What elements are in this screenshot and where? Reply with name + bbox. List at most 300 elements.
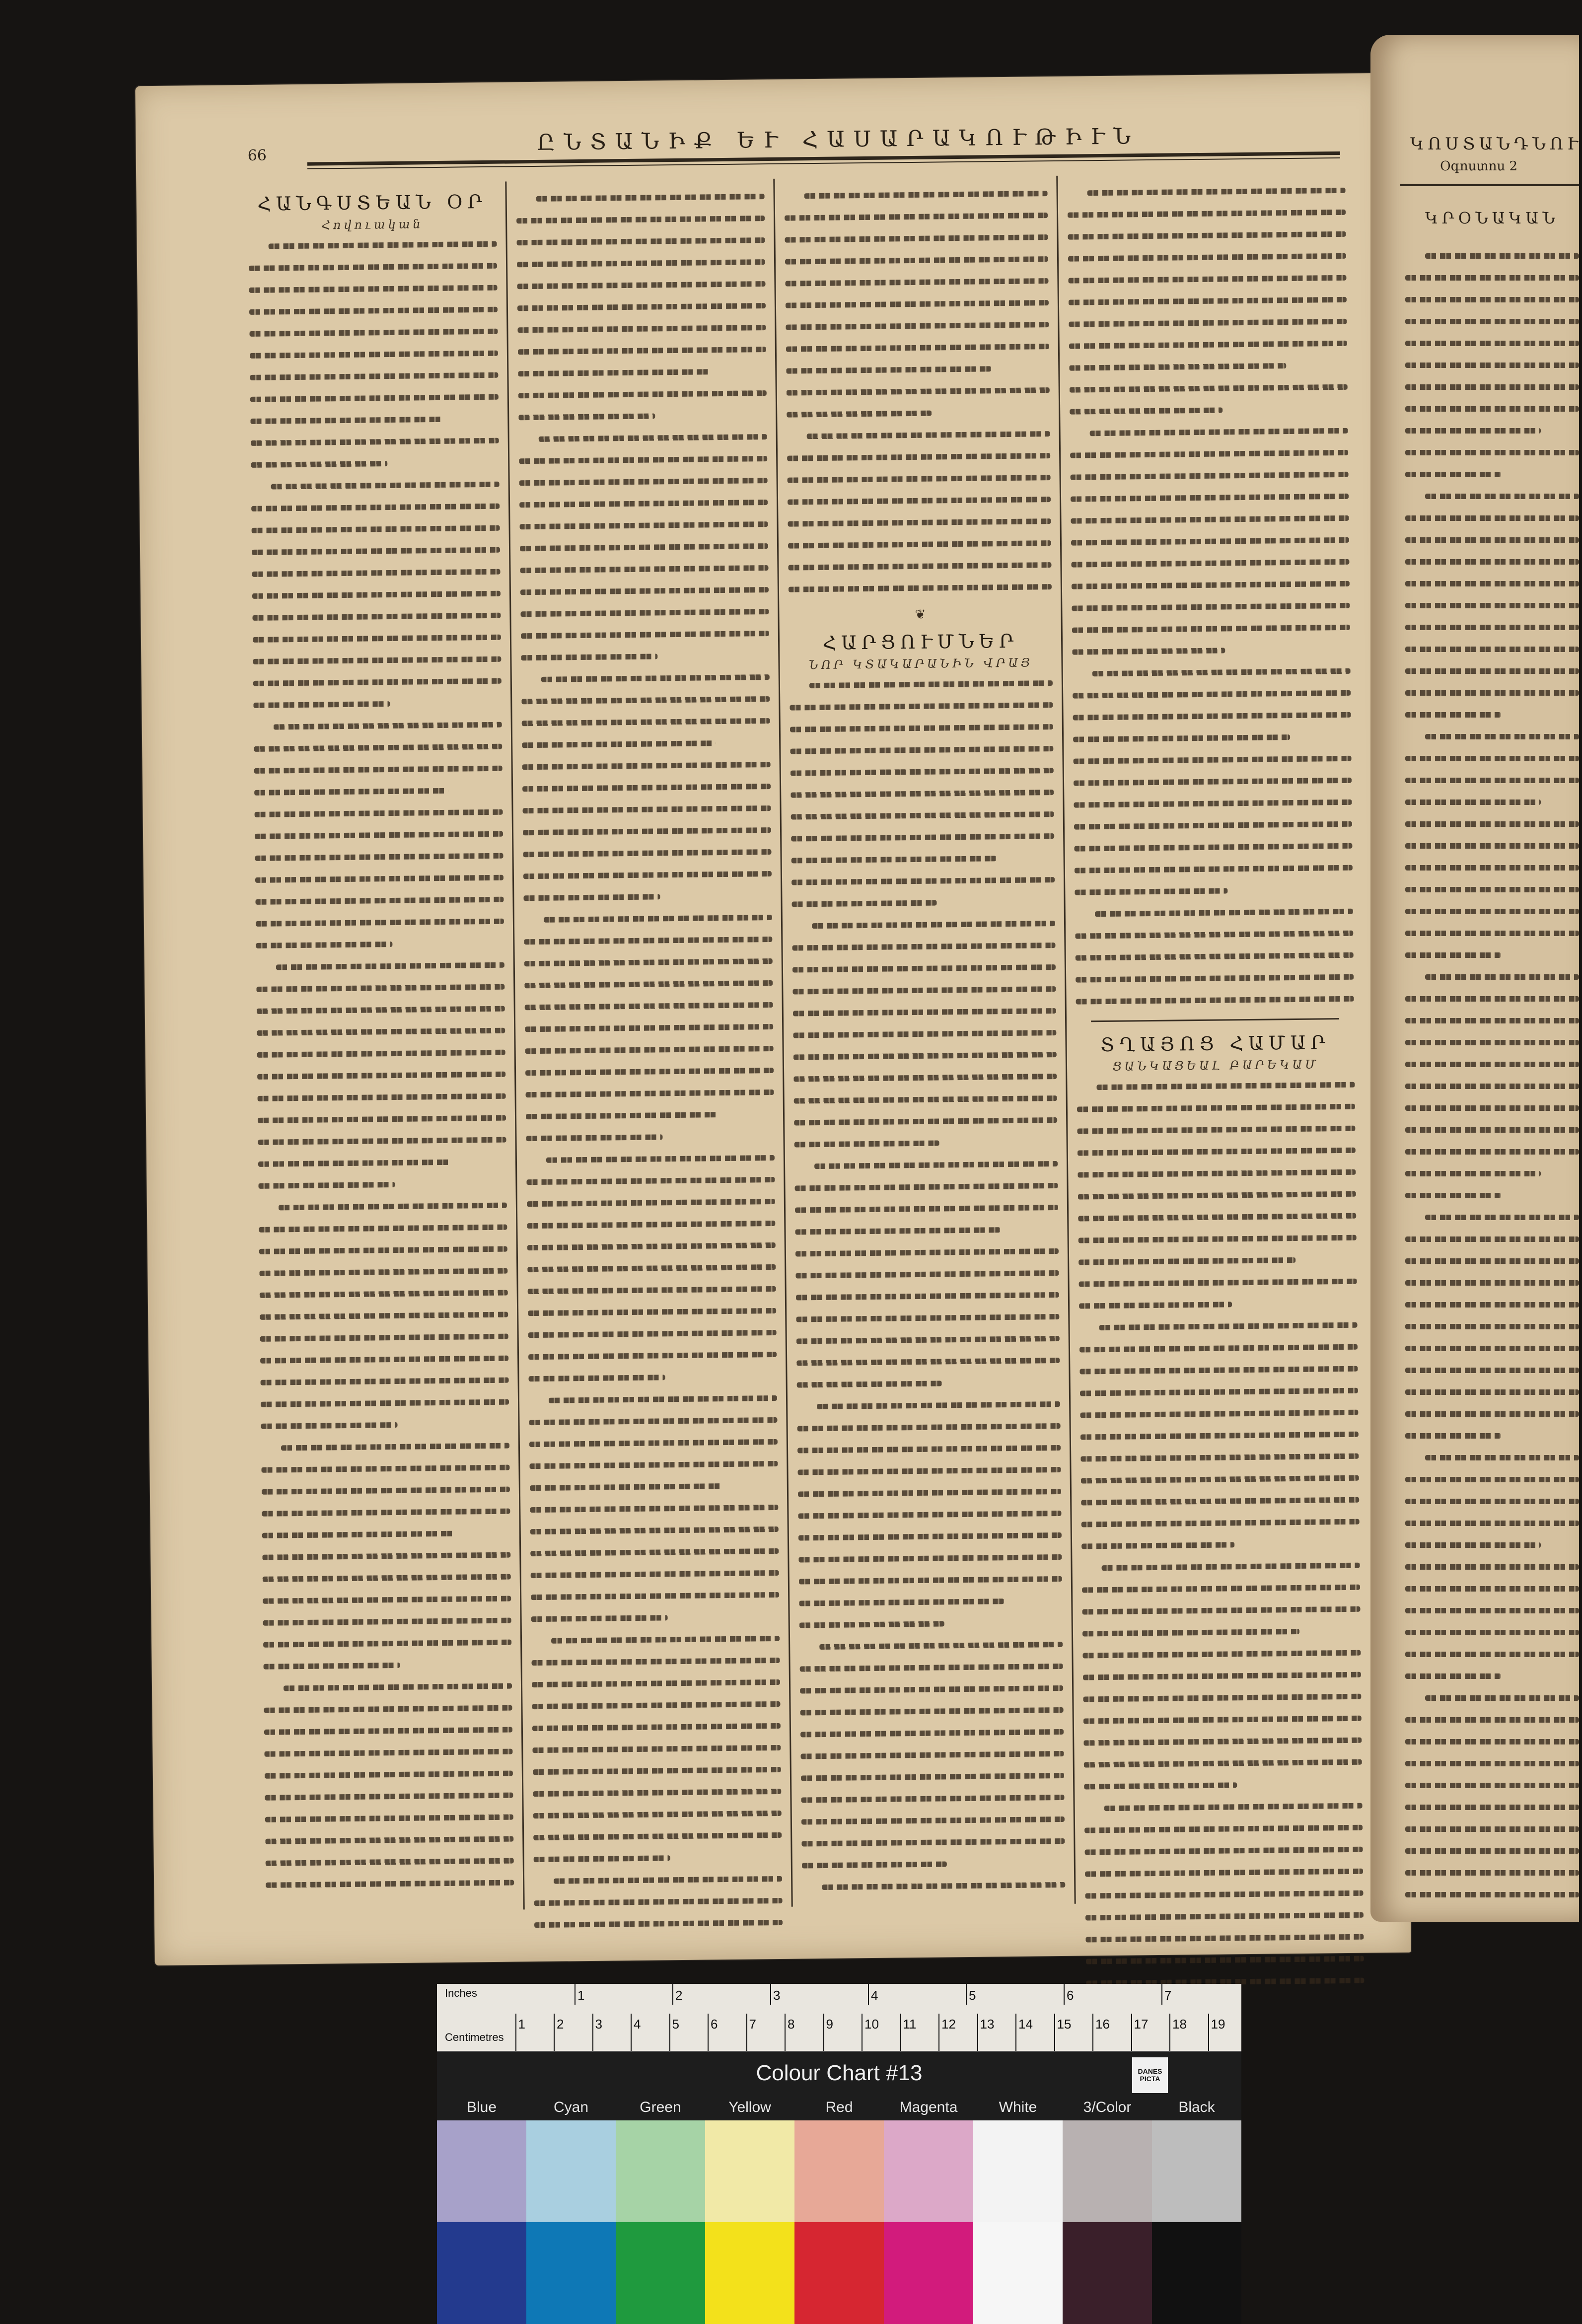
ruler-cm-tick (708, 2014, 709, 2051)
text-line (1074, 778, 1352, 786)
text-line (787, 411, 932, 418)
text-line (1425, 1695, 1579, 1701)
text-line (261, 1465, 509, 1473)
ruler-inch-label: 1 (577, 1988, 585, 2003)
swatch-dark (526, 2222, 616, 2324)
text-line (1425, 974, 1579, 980)
page-number: 66 (247, 146, 267, 164)
text-line (518, 347, 766, 355)
text-line (259, 1225, 507, 1233)
text-line (249, 285, 498, 293)
text-line (1080, 1453, 1359, 1462)
text-line (792, 986, 1056, 995)
text-line (1069, 341, 1347, 349)
text-line (801, 1816, 1065, 1825)
text-line (786, 322, 1049, 330)
text-line (788, 475, 1051, 483)
ruler-inch-label: 7 (1164, 1988, 1172, 2003)
swatch-light (973, 2120, 1063, 2222)
swatch-dark (616, 2222, 705, 2324)
text-line (276, 962, 504, 970)
facing-date: Օգոստոս 2 (1440, 159, 1517, 174)
ruler-cm-tick (631, 2014, 632, 2051)
text-line (1082, 1650, 1361, 1659)
ruler-cm-tick (746, 2014, 747, 2051)
text-line (265, 1836, 513, 1844)
text-line (532, 1723, 781, 1731)
text-line (801, 1795, 1064, 1803)
swatch-dark (705, 2222, 794, 2324)
text-line (800, 1685, 1063, 1694)
text-line (251, 438, 499, 446)
text-line (521, 631, 769, 639)
text-line (1081, 1497, 1359, 1506)
text-line (1090, 428, 1348, 436)
ruler-cm-tick (938, 2014, 939, 2051)
text-line (279, 1203, 507, 1211)
text-line (1068, 210, 1346, 218)
column-2 (516, 179, 782, 1909)
text-line (796, 1358, 1060, 1366)
swatch-dark (1063, 2222, 1152, 2324)
ruler-cm-label: 4 (634, 2017, 641, 2032)
ruler-cm-label: 18 (1172, 2017, 1187, 2032)
text-line (1080, 1388, 1358, 1396)
text-line (793, 1030, 1056, 1038)
text-line (263, 1596, 511, 1604)
text-line (788, 497, 1051, 505)
text-line (1070, 384, 1348, 393)
text-line (1405, 1608, 1579, 1613)
page-header (247, 116, 1340, 174)
text-line (257, 1050, 505, 1058)
text-line (798, 1467, 1061, 1475)
text-line (529, 1461, 778, 1469)
text-line (1072, 648, 1225, 654)
text-line (251, 461, 387, 468)
text-line (1405, 778, 1579, 783)
swatch-light (705, 2120, 794, 2222)
text-line (266, 1858, 514, 1866)
text-line (526, 1177, 775, 1185)
text-line (1086, 1956, 1364, 1964)
text-line (802, 1861, 947, 1868)
text-line (530, 1548, 779, 1556)
text-line (1074, 756, 1352, 764)
text-line (531, 1570, 779, 1578)
text-line (789, 584, 1052, 592)
text-line (1405, 1477, 1579, 1482)
text-line (791, 790, 1054, 798)
text-line (527, 1264, 776, 1272)
swatch-dark (437, 2222, 526, 2324)
text-line (1405, 712, 1501, 718)
swatch-dark (794, 2222, 884, 2324)
brand-logo: DANES PICTA (1132, 2057, 1168, 2093)
text-line (522, 784, 771, 792)
text-line (541, 674, 770, 682)
text-line (258, 1115, 506, 1123)
text-line (1405, 1346, 1579, 1351)
text-line (800, 1664, 1063, 1672)
text-line (526, 1112, 719, 1119)
text-line (262, 1552, 510, 1560)
text-line (533, 1789, 781, 1797)
ruler-inch-label: 3 (773, 1988, 781, 2003)
body-text (249, 241, 514, 1888)
text-line (531, 1615, 668, 1622)
text-line (523, 894, 660, 901)
text-line (1405, 1171, 1541, 1176)
swatch-label: Red (825, 2099, 853, 2115)
text-line (1405, 1652, 1579, 1657)
text-line (1405, 1193, 1501, 1198)
text-line (531, 1658, 780, 1666)
text-line (1405, 1761, 1579, 1766)
text-line (1405, 1586, 1579, 1592)
text-line (516, 216, 765, 223)
text-line (1079, 1235, 1357, 1243)
text-line (1405, 537, 1579, 543)
text-line (1083, 1738, 1362, 1746)
text-line (1405, 450, 1579, 455)
text-line (1425, 1215, 1579, 1220)
swatch-light (884, 2120, 973, 2222)
text-line (256, 942, 392, 948)
text-line (790, 746, 1053, 754)
swatch-label: Magenta (899, 2099, 958, 2115)
body-text (785, 191, 1052, 592)
text-line (520, 609, 769, 617)
ruler-cm-label: 14 (1018, 2017, 1033, 2032)
text-line (258, 1160, 452, 1167)
text-line (1078, 1169, 1356, 1178)
text-line (249, 307, 498, 315)
text-line (252, 525, 500, 533)
swatch-label: Cyan (553, 2099, 589, 2115)
text-line (525, 1024, 773, 1032)
body-text (516, 194, 783, 1928)
text-line (520, 587, 769, 595)
text-line (1405, 319, 1579, 324)
text-line (549, 1395, 777, 1403)
ruler-inch-tick (966, 1984, 967, 2005)
text-line (1078, 1191, 1356, 1200)
text-line (795, 1270, 1059, 1279)
text-line (255, 875, 503, 883)
text-line (1405, 1280, 1579, 1286)
ruler-inch-label: 2 (675, 1988, 683, 2003)
text-line (517, 259, 765, 267)
text-line (1405, 952, 1501, 958)
text-line (1080, 1410, 1358, 1418)
text-line (527, 1199, 775, 1207)
text-line (1068, 231, 1346, 240)
text-line (1104, 1803, 1363, 1811)
text-line (796, 1314, 1059, 1322)
text-line (1405, 275, 1579, 281)
text-line (788, 540, 1051, 549)
text-line (523, 849, 771, 857)
text-line (801, 1838, 1065, 1847)
swatch-label: Yellow (728, 2099, 771, 2115)
text-line (1082, 1606, 1360, 1615)
section-title: ՀԱՆԳՍՏԵԱՆ ՕՐ (257, 190, 488, 215)
text-line (1085, 1890, 1363, 1899)
text-line (260, 1290, 508, 1298)
text-line (791, 856, 997, 863)
text-line (1405, 515, 1579, 521)
text-line (1072, 625, 1350, 633)
text-line (792, 900, 937, 907)
section-title: ՏՂԱՅՈՑ ՀԱՄԱՐ (1100, 1031, 1331, 1056)
text-line (534, 1920, 783, 1928)
text-line (1082, 1585, 1360, 1593)
text-line (1071, 494, 1349, 502)
ruler-inch-tick (1064, 1984, 1065, 2005)
text-line (263, 1618, 511, 1626)
text-line (1405, 1105, 1579, 1111)
body-text (790, 680, 1065, 1890)
text-line (261, 1378, 509, 1385)
text-line (786, 300, 1049, 308)
column-4 (1067, 173, 1363, 1904)
text-line (819, 1642, 1063, 1650)
text-line (1405, 406, 1579, 412)
ruler-inch-label: 5 (969, 1988, 976, 2003)
article-columns (248, 173, 1378, 1912)
text-line (1081, 1542, 1234, 1549)
text-line (1071, 537, 1349, 546)
text-line (252, 569, 501, 577)
ruler-cm-tick (900, 2014, 901, 2051)
text-line (261, 1399, 509, 1407)
section-rule (1091, 1018, 1339, 1022)
text-line (522, 718, 770, 726)
text-line (251, 504, 500, 511)
text-line (800, 1707, 1064, 1716)
text-line (792, 943, 1055, 951)
text-line (259, 1268, 507, 1276)
text-line (1072, 603, 1350, 611)
text-line (1079, 1257, 1295, 1265)
text-line (1405, 821, 1579, 827)
text-line (260, 1312, 508, 1320)
text-line (798, 1511, 1061, 1519)
text-line (1405, 581, 1579, 586)
text-line (1405, 843, 1579, 849)
text-line (281, 1443, 509, 1451)
text-line (1068, 275, 1346, 284)
ruler-cm-tick (1054, 2014, 1055, 2051)
ruler-cm-label: 11 (903, 2017, 917, 2032)
text-line (1405, 1236, 1579, 1242)
text-line (524, 980, 773, 988)
text-line (1074, 821, 1352, 830)
text-line (253, 656, 501, 664)
text-line (264, 1749, 512, 1757)
text-line (1085, 1847, 1363, 1855)
text-line (519, 500, 768, 508)
swatch-label: White (999, 2099, 1037, 2115)
ruler-cm-tick (823, 2014, 824, 2051)
text-line (1081, 1475, 1359, 1484)
text-line (525, 1068, 774, 1076)
section-title: ՀԱՐՑՈՒՄՆԵՐ (822, 630, 1019, 654)
text-line (812, 921, 1055, 929)
text-line (785, 234, 1048, 243)
text-line (518, 369, 712, 376)
text-line (534, 1898, 783, 1906)
text-line (791, 833, 1054, 842)
text-line (790, 702, 1053, 711)
ruler-cm-label: 15 (1057, 2017, 1072, 2032)
ruler-cm-label: 13 (980, 2017, 995, 2032)
column-1 (248, 182, 514, 1912)
text-line (788, 562, 1051, 571)
facing-page (1370, 35, 1582, 1922)
text-line (785, 256, 1048, 265)
text-line (1405, 1630, 1579, 1635)
text-line (255, 853, 503, 861)
text-line (1405, 625, 1579, 630)
text-line (1405, 1564, 1579, 1570)
text-line (532, 1679, 780, 1687)
text-line (793, 1074, 1057, 1082)
text-line (797, 1380, 942, 1387)
text-line (262, 1509, 510, 1517)
text-line (1405, 1805, 1579, 1810)
ruler-cm-label: 12 (941, 2017, 956, 2032)
text-line (1405, 668, 1579, 674)
ruler-cm-tick (515, 2014, 516, 2051)
text-line (793, 1008, 1056, 1017)
text-line (253, 678, 502, 686)
text-line (524, 937, 772, 944)
text-line (520, 543, 768, 551)
text-line (788, 518, 1051, 527)
text-line (266, 1880, 514, 1888)
text-line (521, 654, 657, 660)
text-line (1405, 1673, 1501, 1679)
swatch-light (794, 2120, 884, 2222)
text-line (520, 521, 768, 529)
text-line (254, 788, 448, 796)
ruler-cm-tick (862, 2014, 863, 2051)
text-line (1075, 931, 1353, 939)
text-line (264, 1663, 400, 1670)
text-line (263, 1640, 511, 1648)
text-line (528, 1286, 776, 1294)
text-line (791, 877, 1055, 885)
text-line (793, 1052, 1057, 1060)
text-line (1070, 407, 1222, 414)
text-line (255, 809, 503, 817)
text-line (1087, 188, 1346, 196)
text-line (797, 1445, 1061, 1453)
text-line (1079, 1279, 1357, 1287)
text-line (522, 740, 716, 748)
text-line (1405, 1040, 1579, 1045)
text-line (800, 1729, 1064, 1738)
text-line (1076, 952, 1354, 961)
text-line (1084, 1759, 1362, 1768)
ruler-cm-label: 10 (864, 2017, 879, 2032)
text-line (1071, 472, 1349, 480)
ruler-cm-label: 2 (557, 2017, 564, 2032)
text-line (1405, 363, 1579, 368)
text-line (795, 1227, 1000, 1235)
text-line (1096, 1082, 1355, 1090)
text-line (1072, 581, 1350, 589)
ruler-cm-tick (592, 2014, 593, 2051)
text-line (1075, 888, 1227, 895)
text-line (1405, 1368, 1579, 1373)
text-line (1071, 559, 1349, 568)
text-line (517, 237, 765, 245)
text-line (528, 1330, 777, 1338)
text-line (1405, 1542, 1541, 1548)
text-line (1083, 1716, 1362, 1724)
chart-title: Colour Chart #13 (756, 2061, 923, 2085)
text-line (1073, 734, 1290, 742)
text-line (1405, 384, 1579, 390)
text-line (1425, 494, 1579, 499)
text-line (526, 1134, 662, 1141)
text-line (253, 701, 390, 708)
text-line (532, 1701, 780, 1709)
text-line (525, 1046, 774, 1054)
text-line (798, 1554, 1062, 1563)
text-line (522, 762, 771, 770)
text-line (1405, 1127, 1579, 1133)
text-line (254, 766, 503, 774)
text-line (253, 635, 501, 643)
facing-heading: ԿՐՕՆԱԿԱՆ (1425, 209, 1559, 227)
text-line (1405, 1411, 1579, 1417)
text-line (1083, 1672, 1361, 1680)
ruler-cm-tick (1092, 2014, 1093, 2051)
newspaper-page (135, 73, 1411, 1965)
text-line (1405, 1521, 1579, 1526)
text-line (264, 1705, 512, 1713)
facing-body-text (1405, 253, 1579, 1914)
text-line (1405, 1389, 1579, 1395)
ruler-cm-tick (1169, 2014, 1170, 2051)
text-line (254, 744, 502, 752)
text-line (799, 1576, 1062, 1585)
ruler-cm-label: 6 (711, 2017, 718, 2032)
text-line (1405, 1433, 1501, 1439)
text-line (250, 351, 498, 359)
text-line (1073, 690, 1351, 699)
ruler-inch-tick (868, 1984, 869, 2005)
text-line (1085, 1869, 1363, 1877)
text-line (817, 1401, 1060, 1409)
text-line (262, 1531, 456, 1538)
text-line (534, 1855, 670, 1862)
text-line (1405, 1324, 1579, 1329)
text-line (1425, 1455, 1579, 1460)
text-line (787, 387, 1050, 396)
text-line (265, 1771, 513, 1779)
text-line (796, 1336, 1060, 1344)
ruler-cm-label: 1 (518, 2017, 525, 2032)
text-line (249, 263, 497, 271)
text-line (794, 1141, 939, 1148)
text-line (1405, 1826, 1579, 1832)
text-line (256, 919, 504, 927)
